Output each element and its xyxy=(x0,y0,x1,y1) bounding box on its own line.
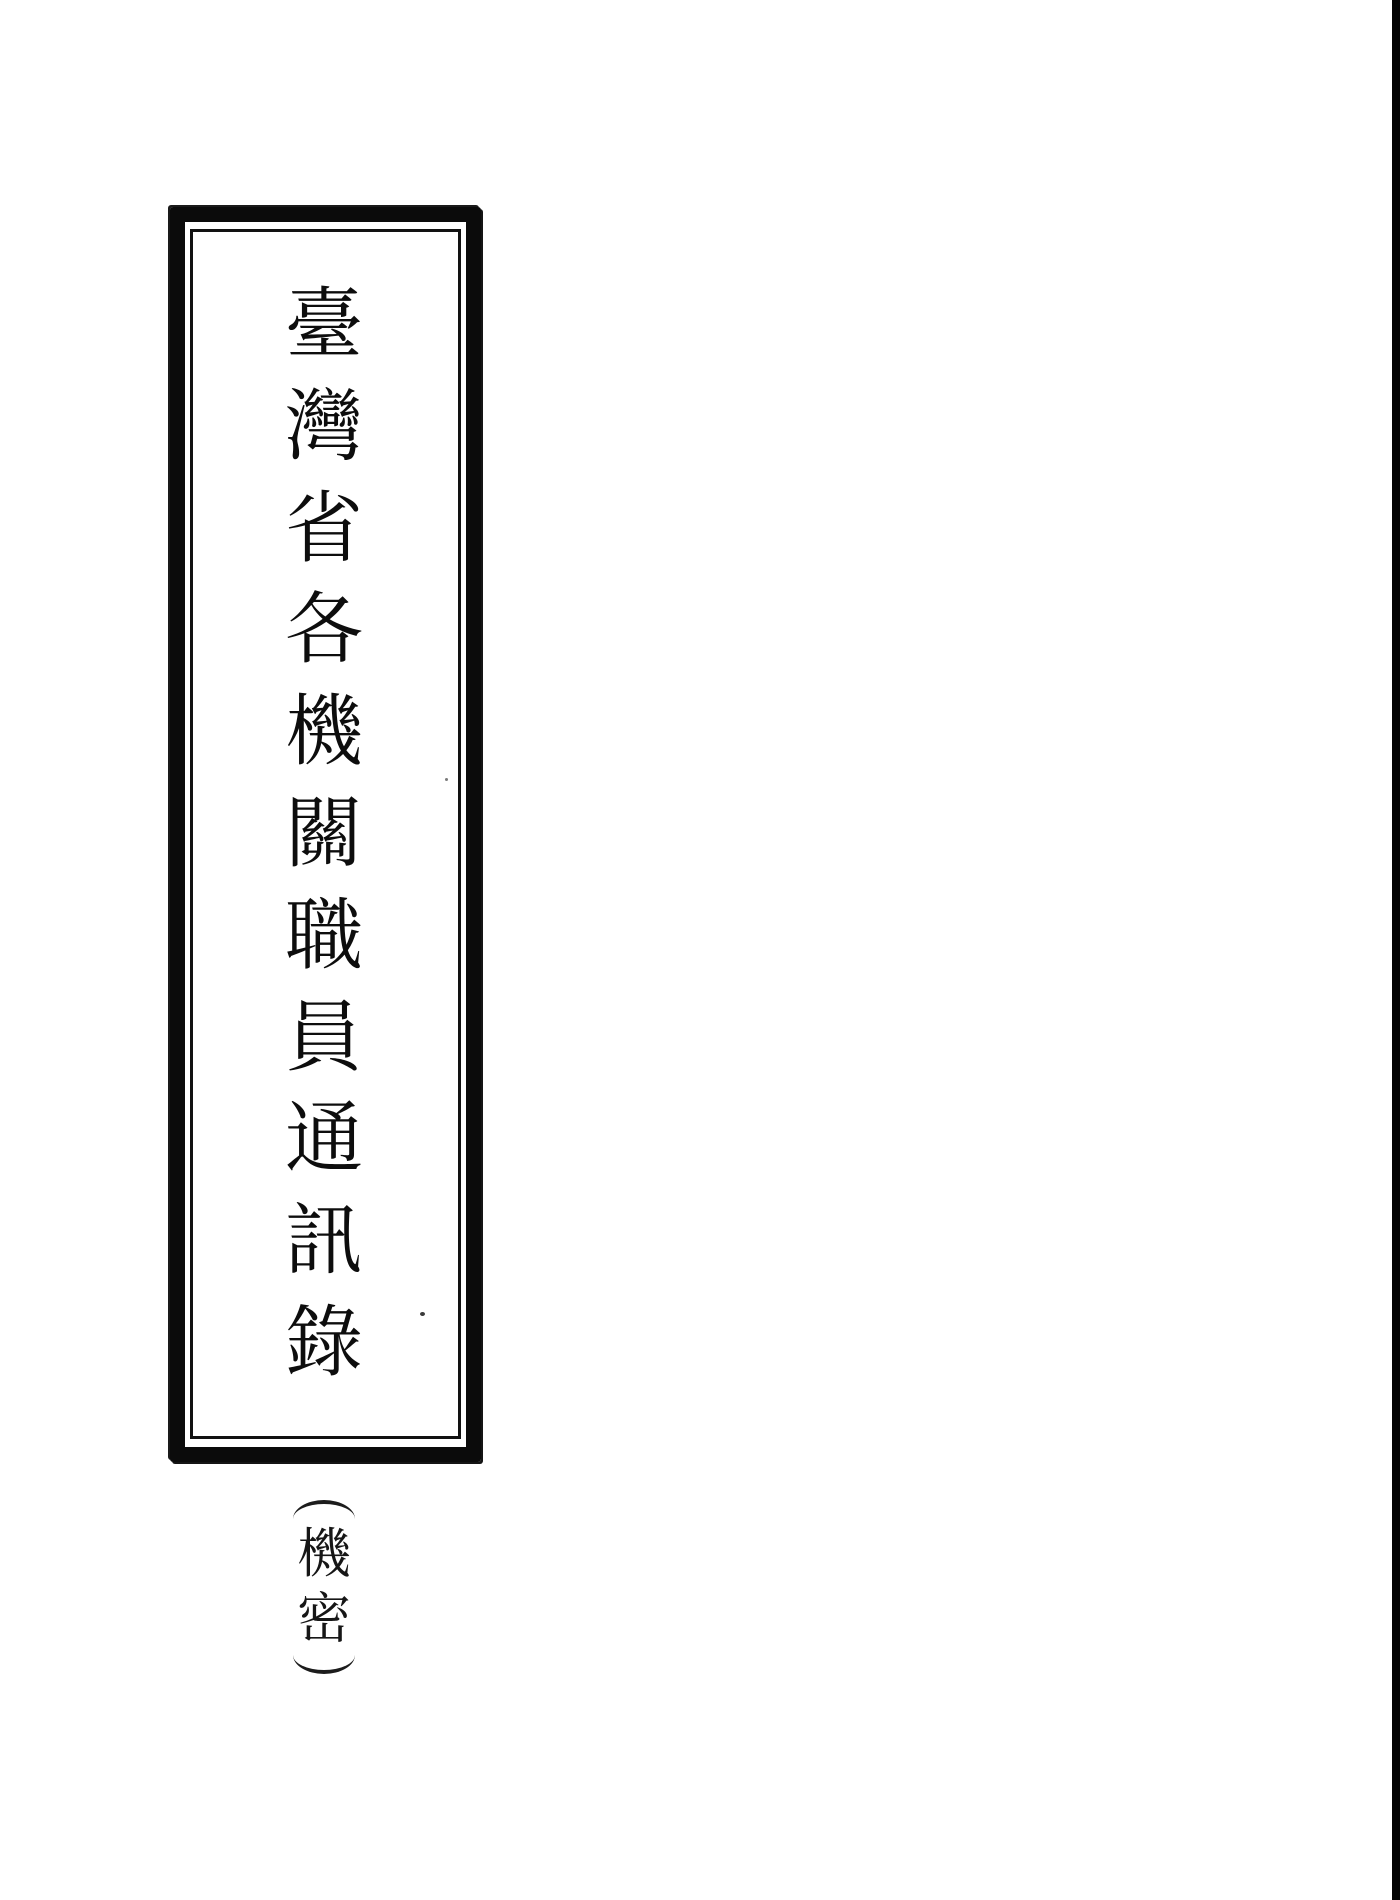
vertical-paren-close-icon xyxy=(293,1655,355,1674)
title-char: 職 xyxy=(284,890,363,981)
title-char: 灣 xyxy=(284,381,363,472)
scan-speck xyxy=(420,1312,425,1316)
title-char: 機 xyxy=(284,687,363,778)
vertical-paren-open-icon xyxy=(293,1500,355,1519)
confidential-char: 機 xyxy=(297,1522,351,1585)
title-char: 員 xyxy=(284,992,363,1083)
title-char: 關 xyxy=(284,788,363,879)
scan-speck xyxy=(445,778,448,781)
title-char: 錄 xyxy=(284,1297,363,1388)
title-char: 通 xyxy=(284,1094,363,1185)
title-char: 各 xyxy=(284,585,363,676)
confidential-label xyxy=(287,1500,361,1674)
book-title-vertical xyxy=(282,280,366,1388)
scan-edge-strip xyxy=(1392,0,1400,1900)
title-char: 訊 xyxy=(284,1196,363,1287)
confidential-char: 密 xyxy=(297,1587,351,1651)
title-char: 省 xyxy=(284,483,363,574)
title-char: 臺 xyxy=(284,280,363,370)
